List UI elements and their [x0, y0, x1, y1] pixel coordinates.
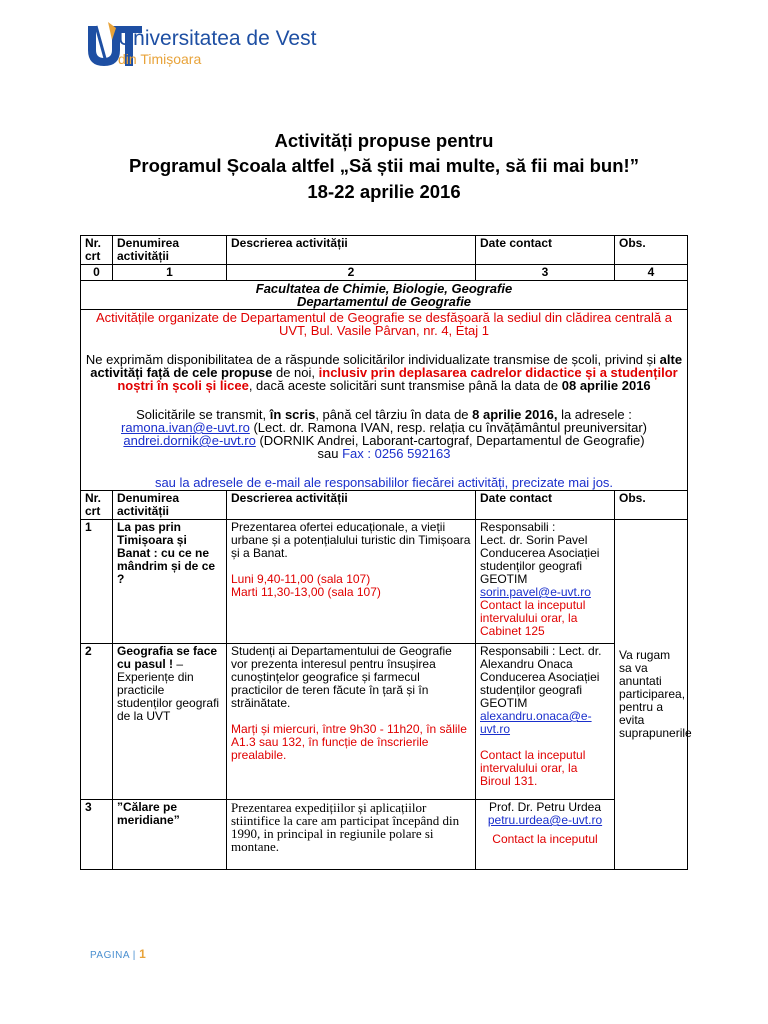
obs-note: Va rugam sa va anuntati participarea, pentru a evita suprapunerile [619, 648, 692, 740]
info-availability: Ne exprimăm disponibilitatea de a răspunde solicitărilor individualizate transmise de școli, privind și alte activități față de cele propuse de noi, inclusiv prin deplasarea cadrelor didactice și a studenților noștri în școli și licee, dacă aceste solicitări sunt transmise până la data de 08 aprilie 2016 [85, 352, 683, 393]
header-descrierea: Descrierea activității [227, 236, 476, 265]
activity-description: Prezentarea ofertei educaționale, a vieții urbane și a potențialului turistic din Timișoara și a Banat. Luni 9,40-11,00 (sala 107) Marti 11,30-13,00 (sala 107) [227, 520, 476, 644]
email-link-ivan[interactable]: ramona.ivan@e-uvt.ro [121, 420, 250, 435]
info-contact-ivan: ramona.ivan@e-uvt.ro (Lect. dr. Ramona IVAN, resp. relația cu învățământul preuniversitar) [121, 420, 647, 435]
activity-title: Geografia se face cu pasul ! – Experiențe din practicile studenților geografi de la UVT [113, 644, 227, 800]
activity-contact: Responsabili : Lect. dr. Sorin Pavel Conducerea Asociației studenților geografi GEOTIM sorin.pavel@e-uvt.ro Contact la inceputul intervalului orar, la Cabinet 125 [476, 520, 615, 644]
obs-cell [615, 520, 692, 870]
index-cell: 2 [227, 265, 476, 281]
info-location: Activitățile organizate de Departamentul de Geografie se desfășoară la sediul din clădirea centrală a UVT, Bul. Vasile Pârvan, nr. 4, Etaj 1 [96, 310, 672, 338]
index-cell: 3 [476, 265, 615, 281]
activity-title: ”Călare pe meridiane” [113, 800, 227, 870]
header-contact: Date contact [476, 491, 615, 520]
email-link-urdea[interactable]: petru.urdea@e-uvt.ro [487, 813, 603, 827]
page-footer [90, 947, 146, 961]
info-row [81, 310, 688, 491]
header-nr: Nr. crt [81, 491, 113, 520]
header-obs: Obs. [615, 491, 688, 520]
activity-contact: Prof. Dr. Petru Urdea petru.urdea@e-uvt.ro Contact la inceputul [476, 800, 615, 870]
footer-separator: | [132, 950, 136, 961]
index-cell: 4 [615, 265, 688, 281]
table-row [81, 644, 688, 800]
faculty-row [81, 281, 688, 310]
doc-title-line2: Programul Școala altfel „Să știi mai multe, să fii mai bun!” [129, 155, 639, 176]
info-submission: Solicitările se transmit, în scris, până cel târziu în data de 8 aprilie 2016, la adresele : [136, 407, 632, 422]
activity-contact: Responsabili : Lect. dr. Alexandru Onaca Conducerea Asociației studenților geografi GEOTIM alexandru.onaca@e-uvt.ro Contact la inceputul intervalului orar, la Biroul 131. [476, 644, 615, 800]
activity-nr: 3 [81, 800, 113, 870]
email-link-pavel[interactable]: sorin.pavel@e-uvt.ro [480, 585, 591, 599]
header-contact: Date contact [476, 236, 615, 265]
activity-nr: 2 [81, 644, 113, 800]
department-name: Departamentul de Geografie [296, 294, 472, 309]
activity-description: Prezentarea expedițiilor și aplicațiilor stiintifice la care am participat începând din 1990, in principal in regiunile polare si montane. [227, 800, 476, 870]
page-number: 1 [139, 947, 147, 961]
activity-title: La pas prin Timișoara și Banat : cu ce ne mândrim și de ce ? [113, 520, 227, 644]
table-header-row [81, 491, 688, 520]
footer-label: PAGINA [90, 950, 130, 961]
table-row [81, 800, 688, 870]
doc-title-line1: Activități propuse pentru [274, 130, 494, 151]
logo-city: din Timișoara [118, 51, 202, 67]
header-nr: Nr. crt [81, 236, 113, 265]
info-contact-dornik: andrei.dornik@e-uvt.ro (DORNIK Andrei, Laborant-cartograf, Departamentul de Geografie) [123, 433, 645, 448]
index-row [81, 265, 688, 281]
header-descrierea: Descrierea activității [227, 491, 476, 520]
info-other-emails: sau la adresele de e-mail ale responsabililor fiecărei activități, precizate mai jos. [154, 475, 614, 490]
email-link-dornik[interactable]: andrei.dornik@e-uvt.ro [123, 433, 256, 448]
activities-table [80, 235, 692, 870]
header-denumirea: Denumirea activității [113, 236, 227, 265]
activity-nr: 1 [81, 520, 113, 644]
info-fax: sau Fax : 0256 592163 [317, 446, 451, 461]
index-cell: 1 [113, 265, 227, 281]
email-link-onaca[interactable]: alexandru.onaca@e-uvt.ro [480, 709, 592, 736]
header-denumirea: Denumirea activității [113, 491, 227, 520]
index-cell: 0 [81, 265, 113, 281]
table-row [81, 520, 688, 644]
header-obs: Obs. [615, 236, 688, 265]
logo-university-name: Universitatea de Vest [118, 27, 317, 50]
table-header-row [81, 236, 688, 265]
faculty-name: Facultatea de Chimie, Biologie, Geografie [255, 281, 513, 296]
doc-title-dates: 18-22 aprilie 2016 [307, 181, 461, 202]
activity-description: Studenți ai Departamentului de Geografie vor prezenta interesul pentru însușirea cunoștințelor geografice și farmecul practicilor de teren făcute în țară și în străinătate. Marți și miercuri, între 9h30 - 11h20, în sălile A1.3 sau 132, în funcție de înscrierile prealabile. [227, 644, 476, 800]
